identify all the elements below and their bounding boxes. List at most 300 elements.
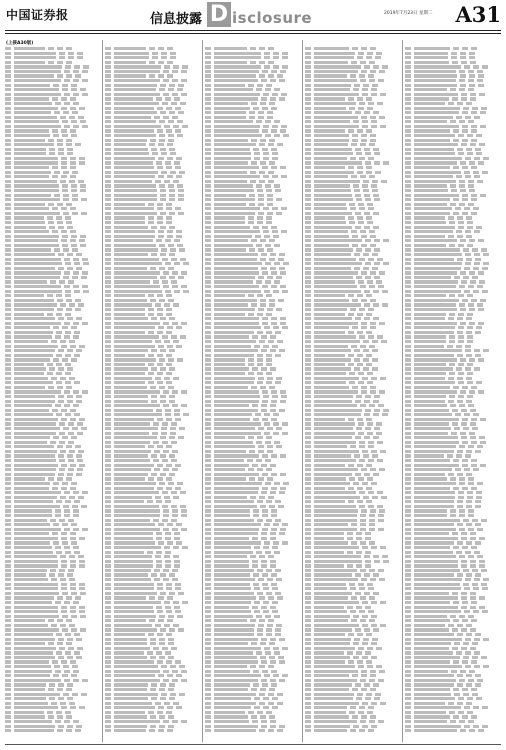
table-row	[205, 564, 301, 567]
table-cell	[205, 354, 211, 357]
table-cell	[169, 189, 175, 192]
table-cell	[114, 258, 159, 261]
table-cell	[205, 386, 211, 389]
table-cell	[348, 354, 354, 357]
table-cell	[105, 52, 111, 55]
table-cell	[159, 134, 165, 137]
table-cell	[452, 532, 458, 535]
table-cell	[173, 546, 179, 549]
table-cell	[156, 500, 162, 503]
table-cell	[82, 491, 88, 494]
table-row	[105, 253, 201, 256]
table-cell	[5, 564, 11, 567]
table-cell	[167, 345, 173, 348]
table-cell	[276, 445, 282, 448]
table-cell	[260, 102, 266, 105]
table-cell	[14, 381, 53, 384]
table-cell	[469, 84, 475, 87]
table-cell	[154, 116, 160, 119]
table-cell	[262, 400, 268, 403]
table-cell	[149, 619, 155, 622]
table-cell	[214, 340, 256, 343]
table-row	[5, 102, 101, 105]
table-row	[205, 166, 301, 169]
table-row	[205, 395, 301, 398]
table-cell	[61, 564, 67, 567]
table-cell	[363, 189, 369, 192]
table-cell	[151, 395, 157, 398]
table-cell	[158, 729, 164, 732]
table-cell	[59, 441, 65, 444]
table-cell	[157, 221, 163, 224]
table-cell	[205, 482, 211, 485]
table-cell	[150, 642, 156, 645]
table-cell	[152, 56, 158, 59]
table-cell	[205, 125, 211, 128]
table-cell	[357, 363, 363, 366]
table-cell	[266, 633, 272, 636]
table-cell	[449, 294, 455, 297]
table-cell	[176, 674, 182, 677]
table-row	[105, 390, 201, 393]
table-cell	[449, 711, 455, 714]
table-cell	[48, 221, 54, 224]
table-cell	[105, 129, 111, 132]
table-cell	[14, 308, 54, 311]
table-row	[205, 546, 301, 549]
table-cell	[305, 656, 311, 659]
table-cell	[367, 221, 373, 224]
table-cell	[453, 386, 459, 389]
table-cell	[105, 253, 111, 256]
table-cell	[370, 468, 376, 471]
table-cell	[71, 615, 77, 618]
table-cell	[205, 670, 211, 673]
table-cell	[14, 404, 52, 407]
table-row	[405, 729, 501, 732]
table-cell	[262, 528, 268, 531]
table-cell	[405, 299, 411, 302]
table-cell	[71, 523, 77, 526]
table-cell	[272, 157, 278, 160]
table-cell	[52, 207, 58, 210]
table-cell	[266, 592, 272, 595]
table-cell	[14, 711, 44, 714]
table-cell	[452, 97, 458, 100]
table-cell	[381, 180, 387, 183]
table-cell	[314, 638, 351, 641]
table-cell	[383, 560, 389, 563]
table-cell	[269, 386, 275, 389]
table-cell	[368, 335, 374, 338]
table-row	[5, 450, 101, 453]
table-cell	[370, 386, 376, 389]
table-cell	[214, 500, 254, 503]
table-cell	[14, 555, 57, 558]
table-cell	[160, 111, 166, 114]
table-cell	[314, 683, 352, 686]
table-cell	[57, 445, 63, 448]
table-cell	[268, 702, 274, 705]
table-cell	[148, 216, 154, 219]
table-cell	[105, 134, 111, 137]
table-row	[205, 583, 301, 586]
table-cell	[205, 216, 211, 219]
table-cell	[165, 551, 171, 554]
table-cell	[405, 235, 411, 238]
table-cell	[480, 299, 486, 302]
table-cell	[205, 628, 211, 631]
table-row	[405, 596, 501, 599]
table-cell	[361, 47, 367, 50]
table-cell	[450, 203, 456, 206]
table-row	[305, 88, 401, 91]
table-cell	[352, 244, 358, 247]
table-cell	[466, 317, 472, 320]
table-cell	[105, 358, 111, 361]
table-cell	[114, 280, 150, 283]
table-cell	[360, 679, 366, 682]
table-cell	[62, 615, 68, 618]
table-cell	[457, 505, 463, 508]
table-cell	[305, 564, 311, 567]
table-cell	[114, 93, 160, 96]
table-cell	[157, 203, 163, 206]
table-row	[205, 363, 301, 366]
table-cell	[454, 427, 460, 430]
table-cell	[114, 596, 146, 599]
table-cell	[74, 413, 80, 416]
table-cell	[256, 459, 262, 462]
table-cell	[61, 610, 67, 613]
table-cell	[105, 427, 111, 430]
table-cell	[114, 404, 160, 407]
table-cell	[53, 523, 59, 526]
table-row	[305, 610, 401, 613]
table-cell	[478, 271, 484, 274]
table-cell	[314, 560, 362, 563]
table-cell	[364, 573, 370, 576]
table-cell	[314, 674, 349, 677]
table-cell	[114, 207, 154, 210]
table-row	[305, 313, 401, 316]
table-cell	[405, 514, 411, 517]
table-cell	[74, 331, 80, 334]
table-cell	[114, 551, 144, 554]
table-cell	[462, 601, 468, 604]
table-cell	[283, 482, 289, 485]
table-cell	[155, 496, 161, 499]
table-cell	[371, 642, 377, 645]
table-row	[405, 615, 501, 618]
table-cell	[214, 171, 247, 174]
table-cell	[114, 326, 155, 329]
table-cell	[448, 377, 454, 380]
table-cell	[257, 628, 263, 631]
table-cell	[114, 340, 152, 343]
table-cell	[214, 491, 258, 494]
table-cell	[105, 514, 111, 517]
table-cell	[249, 116, 255, 119]
table-cell	[469, 358, 475, 361]
table-cell	[314, 404, 357, 407]
table-cell	[360, 514, 366, 517]
table-row	[205, 665, 301, 668]
table-cell	[5, 363, 11, 366]
table-cell	[105, 207, 111, 210]
table-cell	[266, 711, 272, 714]
table-cell	[214, 372, 245, 375]
table-cell	[366, 166, 372, 169]
table-cell	[14, 390, 61, 393]
table-row	[5, 175, 101, 178]
table-row	[305, 381, 401, 384]
table-cell	[469, 670, 475, 673]
table-cell	[461, 532, 467, 535]
table-cell	[70, 532, 76, 535]
table-cell	[214, 226, 250, 229]
table-cell	[257, 331, 263, 334]
table-cell	[414, 619, 450, 622]
table-cell	[70, 537, 76, 540]
table-cell	[14, 61, 45, 64]
table-cell	[305, 258, 311, 261]
table-cell	[160, 367, 166, 370]
table-cell	[176, 157, 182, 160]
table-row	[205, 194, 301, 197]
masthead-rule-thin	[5, 33, 501, 34]
table-cell	[457, 473, 463, 476]
table-row	[5, 464, 101, 467]
table-cell	[14, 111, 51, 114]
table-row	[105, 509, 201, 512]
table-cell	[175, 129, 181, 132]
table-row	[405, 84, 501, 87]
table-cell	[305, 693, 311, 696]
table-cell	[164, 555, 170, 558]
table-cell	[14, 221, 45, 224]
table-cell	[405, 505, 411, 508]
table-cell	[351, 230, 357, 233]
table-cell	[105, 116, 111, 119]
table-cell	[214, 280, 253, 283]
table-cell	[170, 56, 176, 59]
table-row	[305, 93, 401, 96]
table-cell	[305, 235, 311, 238]
table-cell	[459, 303, 465, 306]
table-cell	[282, 647, 288, 650]
table-cell	[259, 171, 265, 174]
table-row	[305, 107, 401, 110]
table-cell	[14, 207, 49, 210]
table-cell	[166, 464, 172, 467]
table-cell	[469, 189, 475, 192]
table-cell	[254, 546, 260, 549]
table-cell	[264, 235, 270, 238]
table-cell	[405, 203, 411, 206]
table-row	[105, 418, 201, 421]
table-cell	[252, 404, 258, 407]
table-row	[5, 107, 101, 110]
table-cell	[378, 514, 384, 517]
table-cell	[471, 125, 477, 128]
table-cell	[372, 367, 378, 370]
table-cell	[271, 418, 277, 421]
table-cell	[214, 505, 257, 508]
table-cell	[114, 276, 157, 279]
table-row	[405, 97, 501, 100]
table-cell	[169, 436, 175, 439]
table-cell	[452, 409, 458, 412]
table-cell	[356, 395, 362, 398]
table-cell	[305, 52, 311, 55]
table-cell	[105, 569, 111, 572]
table-row	[405, 381, 501, 384]
table-cell	[114, 335, 159, 338]
table-cell	[368, 157, 374, 160]
table-row	[305, 253, 401, 256]
table-cell	[256, 441, 262, 444]
table-cell	[214, 445, 255, 448]
table-cell	[105, 377, 111, 380]
table-cell	[214, 262, 262, 265]
table-cell	[314, 175, 348, 178]
table-cell	[270, 638, 276, 641]
table-row	[305, 670, 401, 673]
table-row	[5, 386, 101, 389]
table-cell	[405, 216, 411, 219]
table-cell	[105, 65, 111, 68]
table-cell	[481, 107, 487, 110]
table-row	[205, 459, 301, 462]
table-cell	[214, 230, 260, 233]
table-row	[305, 161, 401, 164]
table-cell	[414, 537, 458, 540]
table-cell	[178, 189, 184, 192]
table-cell	[163, 679, 169, 682]
table-row	[105, 235, 201, 238]
table-cell	[366, 660, 372, 663]
table-row	[305, 693, 401, 696]
table-row	[305, 496, 401, 499]
table-cell	[405, 47, 411, 50]
table-cell	[405, 596, 411, 599]
table-cell	[14, 56, 56, 59]
table-cell	[466, 400, 472, 403]
table-cell	[214, 70, 259, 73]
table-cell	[114, 161, 153, 164]
table-row	[305, 596, 401, 599]
table-cell	[175, 660, 181, 663]
table-cell	[470, 606, 476, 609]
table-cell	[273, 290, 279, 293]
table-cell	[266, 84, 272, 87]
table-cell	[380, 377, 386, 380]
table-cell	[52, 532, 58, 535]
table-cell	[5, 569, 11, 572]
table-cell	[205, 409, 211, 412]
table-cell	[114, 610, 154, 613]
table-row	[405, 111, 501, 114]
table-cell	[414, 345, 444, 348]
table-cell	[405, 729, 411, 732]
table-cell	[266, 216, 272, 219]
table-cell	[405, 97, 411, 100]
table-row	[305, 400, 401, 403]
table-cell	[265, 134, 271, 137]
column-divider	[102, 40, 103, 742]
table-cell	[114, 693, 158, 696]
table-cell	[57, 715, 63, 718]
table-cell	[274, 88, 280, 91]
table-cell	[160, 592, 166, 595]
table-cell	[64, 601, 70, 604]
table-cell	[314, 331, 345, 334]
table-cell	[79, 107, 85, 110]
table-cell	[14, 189, 59, 192]
table-cell	[271, 271, 277, 274]
table-cell	[67, 573, 73, 576]
table-cell	[59, 52, 65, 55]
table-cell	[356, 651, 362, 654]
table-cell	[476, 491, 482, 494]
table-cell	[214, 587, 251, 590]
table-cell	[61, 207, 67, 210]
table-cell	[56, 500, 62, 503]
table-cell	[155, 377, 161, 380]
table-cell	[449, 221, 455, 224]
table-row	[205, 496, 301, 499]
table-cell	[157, 418, 163, 421]
table-cell	[460, 322, 466, 325]
table-cell	[414, 697, 455, 700]
table-cell	[405, 161, 411, 164]
table-cell	[205, 367, 211, 370]
table-cell	[58, 725, 64, 728]
table-cell	[470, 628, 476, 631]
table-cell	[264, 541, 270, 544]
table-row	[105, 702, 201, 705]
table-cell	[214, 390, 259, 393]
table-cell	[355, 628, 361, 631]
table-cell	[358, 203, 364, 206]
table-cell	[161, 248, 167, 251]
table-row	[205, 482, 301, 485]
table-cell	[361, 326, 367, 329]
table-cell	[160, 436, 166, 439]
table-cell	[414, 111, 459, 114]
table-cell	[214, 276, 255, 279]
table-cell	[370, 688, 376, 691]
table-cell	[414, 267, 461, 270]
table-row	[5, 596, 101, 599]
table-cell	[114, 450, 151, 453]
table-cell	[280, 454, 286, 457]
table-cell	[179, 693, 185, 696]
table-row	[205, 601, 301, 604]
table-cell	[68, 422, 74, 425]
table-cell	[370, 139, 376, 142]
table-cell	[14, 107, 58, 110]
table-cell	[282, 523, 288, 526]
table-row	[205, 271, 301, 274]
table-cell	[74, 500, 80, 503]
table-cell	[105, 335, 111, 338]
table-cell	[263, 395, 269, 398]
table-cell	[214, 532, 258, 535]
table-cell	[314, 606, 344, 609]
table-row	[405, 569, 501, 572]
